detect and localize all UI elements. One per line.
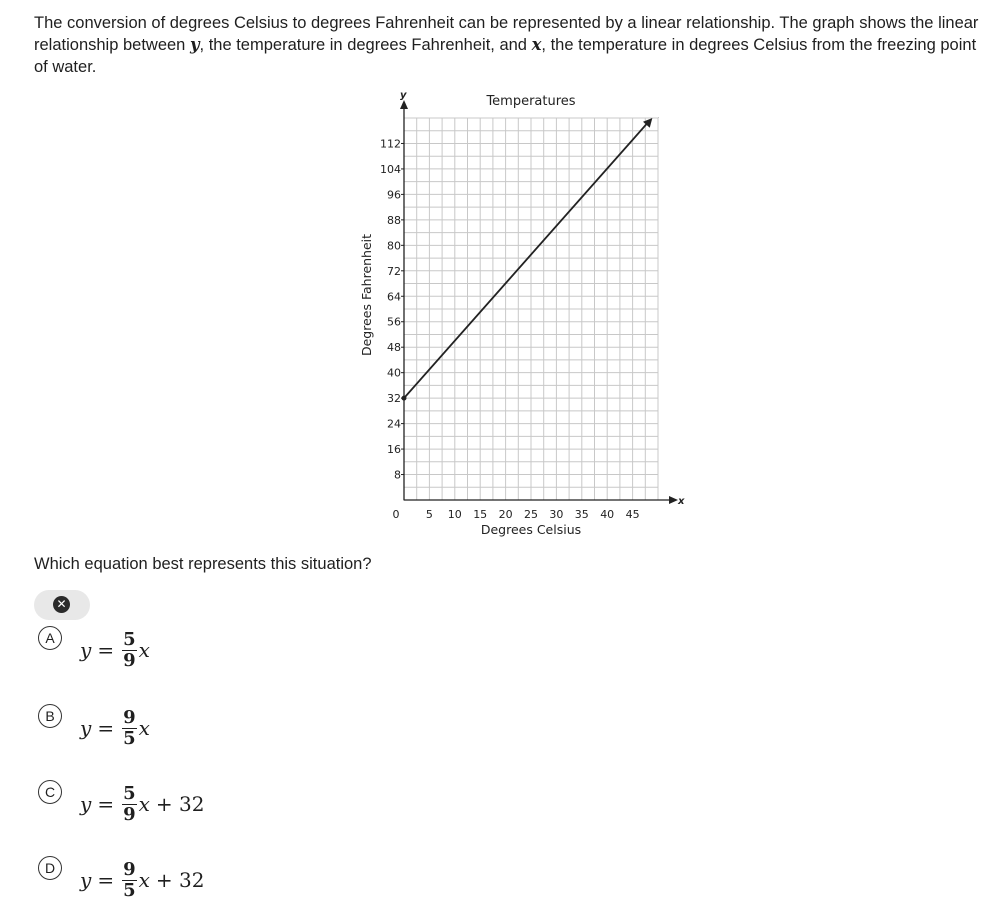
eq-sign: =: [97, 638, 115, 662]
option-equation: [80, 852, 204, 908]
frac-denominator: 5: [123, 879, 136, 901]
chart-svg: [340, 88, 700, 548]
eq-fraction: [122, 860, 137, 901]
frac-denominator: 9: [123, 803, 136, 825]
y-tick-label: 96: [387, 188, 401, 202]
x-tick-label: 30: [549, 508, 564, 521]
y-axis-arrow: [400, 100, 408, 109]
y-tick-label: 64: [387, 290, 401, 304]
series-start-point: [402, 396, 407, 401]
answer-option-c[interactable]: [38, 776, 338, 832]
y-tick-label: 32: [387, 392, 401, 406]
frac-denominator: 5: [123, 727, 136, 749]
y-tick-label: 48: [387, 341, 401, 355]
eq-var: x: [138, 792, 150, 816]
eq-fraction: [122, 708, 137, 749]
option-letter[interactable]: C: [38, 780, 62, 804]
question-text: Which equation best represents this situation?: [34, 555, 372, 573]
y-tick-label: 16: [387, 443, 401, 457]
eq-sign: =: [97, 792, 115, 816]
answer-option-a[interactable]: [38, 622, 338, 678]
y-tick-label: 56: [387, 315, 401, 329]
eq-sign: =: [97, 716, 115, 740]
y-axis-label: Degrees Fahrenheit: [359, 233, 374, 357]
problem-statement: [34, 12, 984, 78]
var-y: y: [189, 35, 200, 54]
y-tick-label: 88: [387, 213, 401, 227]
x-tick-label: 0: [392, 508, 400, 521]
y-tick-label: 112: [380, 137, 401, 151]
x-tick-label: 45: [625, 508, 640, 521]
frac-numerator: 5: [123, 782, 136, 804]
answer-option-b[interactable]: [38, 700, 338, 756]
x-tick-label: 5: [425, 508, 433, 521]
intro-text-2: , the temperature in degrees Fahrenheit, and: [199, 36, 532, 54]
eq-constant: + 32: [155, 792, 205, 816]
y-tick-label: 24: [387, 417, 401, 431]
x-tick-label: 15: [473, 508, 488, 521]
eq-lhs: y: [80, 716, 92, 740]
y-tick-label: 8: [394, 468, 401, 482]
eq-fraction: [122, 784, 137, 825]
temperature-chart: [340, 88, 700, 548]
eq-constant: + 32: [155, 868, 205, 892]
var-x: x: [531, 35, 542, 54]
x-tick-label: 35: [574, 508, 589, 521]
answer-option-d[interactable]: [38, 852, 338, 908]
x-tick-label: 10: [447, 508, 462, 521]
x-axis-label: Degrees Celsius: [480, 522, 582, 537]
option-letter[interactable]: D: [38, 856, 62, 880]
eq-var: x: [138, 638, 150, 662]
eq-lhs: y: [80, 868, 92, 892]
chart-title: Temperatures: [486, 94, 576, 109]
y-axis-variable: y: [400, 90, 407, 101]
eq-var: x: [138, 868, 150, 892]
x-tick-label: 25: [524, 508, 538, 521]
y-tick-label: 104: [380, 162, 401, 176]
eq-lhs: y: [80, 792, 92, 816]
option-equation: [80, 776, 204, 832]
x-axis-arrow: [669, 496, 678, 504]
eq-sign: =: [97, 868, 115, 892]
x-tick-label: 20: [498, 508, 513, 521]
frac-numerator: 9: [123, 706, 136, 728]
frac-numerator: 9: [123, 858, 136, 880]
x-axis-variable: x: [678, 496, 685, 507]
option-letter[interactable]: B: [38, 704, 62, 728]
eq-lhs: y: [80, 638, 92, 662]
close-circle-icon: ✕: [53, 596, 70, 613]
y-tick-label: 80: [387, 239, 401, 253]
option-equation: [80, 622, 156, 678]
option-equation: [80, 700, 156, 756]
eq-fraction: [122, 630, 137, 671]
eliminate-choices-button[interactable]: [34, 590, 90, 620]
eq-var: x: [138, 716, 150, 740]
y-tick-label: 40: [387, 366, 401, 380]
intro-text-3: , the temperature in degrees Celsius from the freezing point of water.: [34, 36, 977, 76]
x-tick-label: 40: [600, 508, 615, 521]
frac-numerator: 5: [123, 628, 136, 650]
intro-text-1: The conversion of degrees Celsius to degrees Fahrenheit can be represented by a linear relationship. The graph shows the linear relationship between: [34, 14, 979, 54]
option-letter[interactable]: A: [38, 626, 62, 650]
frac-denominator: 9: [123, 649, 136, 671]
y-tick-label: 72: [387, 264, 401, 278]
